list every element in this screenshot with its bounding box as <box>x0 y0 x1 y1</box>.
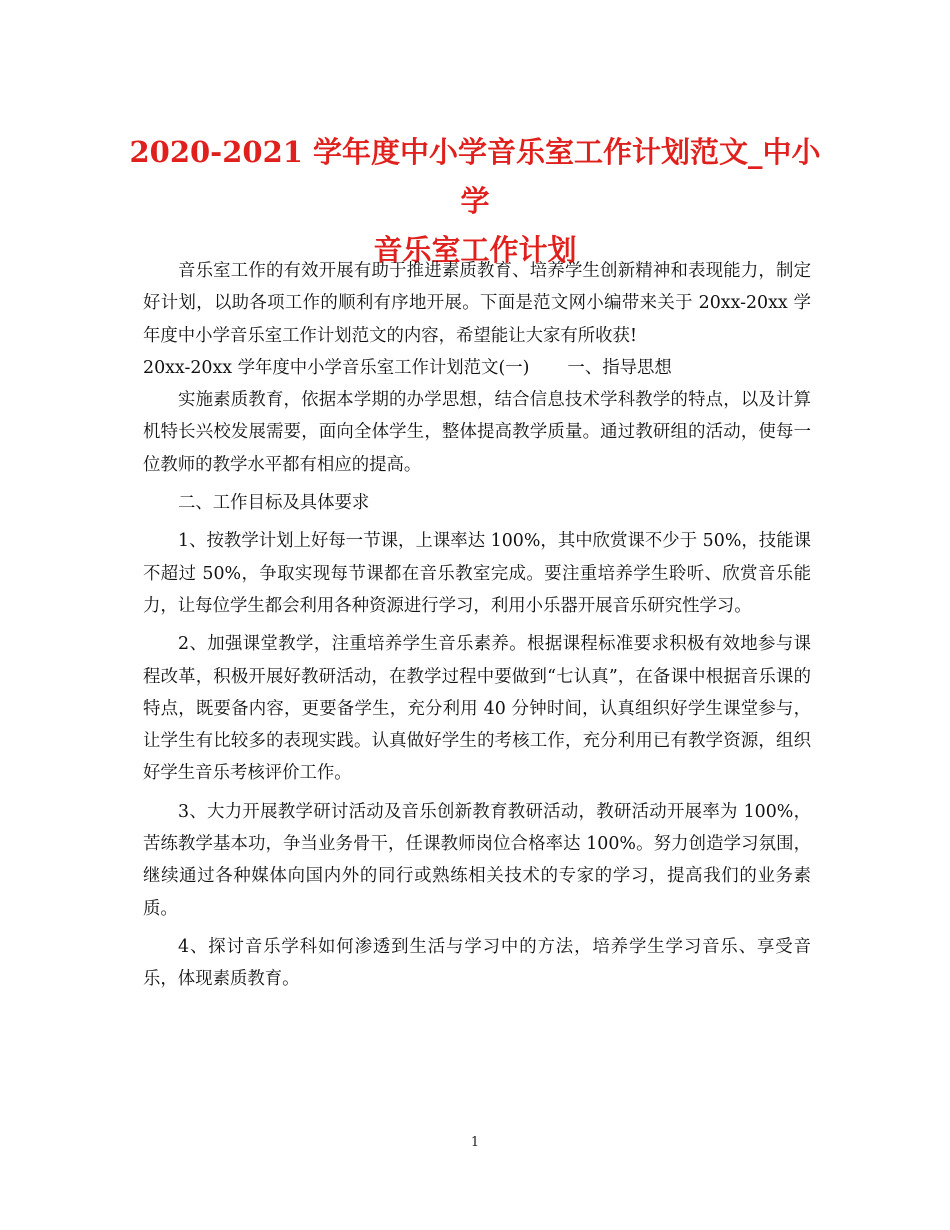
title-line-2: 音乐室工作计划 <box>373 233 577 267</box>
document-title <box>120 128 830 275</box>
sample-heading: 20xx-20xx 学年度中小学音乐室工作计划范文(一) <box>143 357 530 378</box>
list-item-4: 4、探讨音乐学科如何渗透到生活与学习中的方法，培养学生学习音乐、享受音乐，体现素质教育。 <box>143 936 811 990</box>
list-item-2: 2、加强课堂教学，注重培养学生音乐素养。根据课程标准要求积极有效地参与课程改革，积极开展好教研活动，在教学过程中要做到“七认真”，在备课中根据音乐课的特点，既要备内容，更要备学生，充分利用 40 分钟时间，认真组织好学生课堂参与，让学生有比较多的表现实践。认真做好学生的考核工作，充分利用已有教学资源，组织好学生音乐考核评价工作。 <box>143 634 811 784</box>
page-number: 1 <box>470 1135 480 1150</box>
intro-paragraph: 音乐室工作的有效开展有助于推进素质教育、培养学生创新精神和表现能力，制定好计划，以助各项工作的顺利有序地开展。下面是范文网小编带来关于 20xx-20xx 学年度中小学音乐室工作计划范文的内容，希望能让大家有所收获! <box>143 261 811 346</box>
list-item-3: 3、大力开展教学研讨活动及音乐创新教育教研活动，教研活动开展率为 100%，苦练教学基本功，争当业务骨干，任课教师岗位合格率达 100%。努力创造学习氛围，继续通过各种媒体向国内外的同行或熟练相关技术的专家的学习，提高我们的业务素质。 <box>143 801 811 919</box>
section-1-heading: 一、指导思想 <box>567 357 672 378</box>
section-1-paragraph: 实施素质教育，依据本学期的办学思想，结合信息技术学科教学的特点，以及计算机特长兴校发展需要，面向全体学生，整体提高教学质量。通过教研组的活动，使每一位教师的教学水平都有相应的提高。 <box>143 390 811 475</box>
sample-heading-line <box>143 352 811 384</box>
document-body <box>143 255 811 1002</box>
section-2-heading: 二、工作目标及具体要求 <box>178 493 370 514</box>
list-item-1: 1、按教学计划上好每一节课，上课率达 100%，其中欣赏课不少于 50%，技能课不超过 50%，争取实现每节课都在音乐教室完成。要注重培养学生聆听、欣赏音乐能力，让每位学生都会利用各种资源进行学习，利用小乐器开展音乐研究性学习。 <box>143 531 811 616</box>
title-line-1: 2020-2021 学年度中小学音乐室工作计划范文_中小学 <box>129 135 821 218</box>
